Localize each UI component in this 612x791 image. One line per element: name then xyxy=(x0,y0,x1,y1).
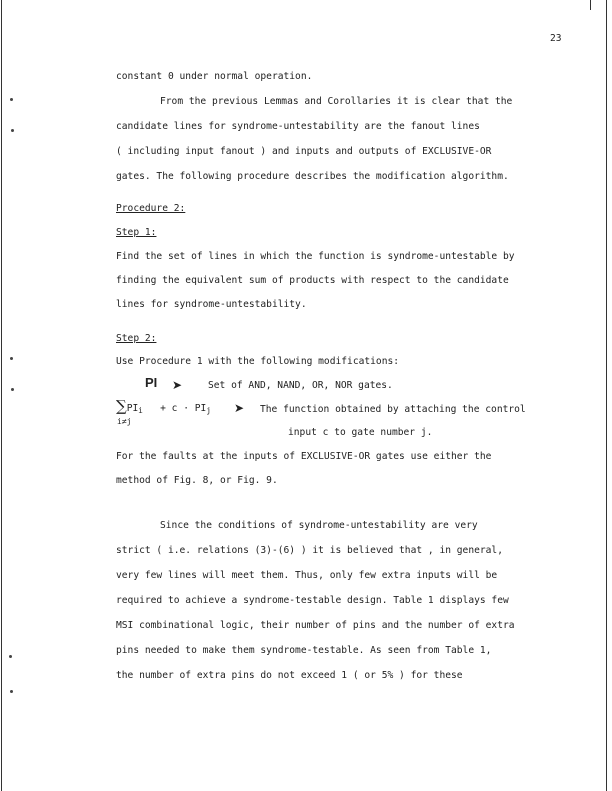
scan-speck xyxy=(9,655,12,658)
text-line: Find the set of lines in which the function is syndrome-untestable by xyxy=(116,251,515,262)
text-line: the number of extra pins do not exceed 1 ( or 5% ) for these xyxy=(116,670,463,681)
text-line: Use Procedure 1 with the following modifications: xyxy=(116,356,400,367)
step-1-heading: Step 1: xyxy=(116,227,157,238)
pi-symbol: PI xyxy=(145,375,158,390)
text-line: required to achieve a syndrome-testable design. Table 1 displays few xyxy=(116,595,509,606)
scan-speck xyxy=(11,388,14,391)
text-line: gates. The following procedure describes the modification algorithm. xyxy=(116,171,509,182)
procedure-heading: Procedure 2: xyxy=(116,203,186,214)
pi-description: Set of AND, NAND, OR, NOR gates. xyxy=(208,380,393,391)
text-line: MSI combinational logic, their number of pins and the number of extra xyxy=(116,620,515,631)
step-2-heading: Step 2: xyxy=(116,333,157,344)
scan-speck xyxy=(10,690,13,693)
scan-speck xyxy=(10,98,13,101)
text-line: very few lines will meet them. Thus, only few extra inputs will be xyxy=(116,570,498,581)
top-edge-mark xyxy=(590,0,591,10)
subscript-j: j xyxy=(206,406,211,415)
sum-formula xyxy=(116,397,211,417)
pi-term: PI xyxy=(126,403,139,414)
function-description: The function obtained by attaching the control xyxy=(260,404,526,415)
subscript-i: i xyxy=(138,406,143,415)
text-line: ( including input fanout ) and inputs and outputs of EXCLUSIVE-OR xyxy=(116,146,492,157)
text-line: For the faults at the inputs of EXCLUSIVE-OR gates use either the xyxy=(116,451,492,462)
right-page-edge xyxy=(606,0,607,791)
text-line: pins needed to make them syndrome-testable. As seen from Table 1, xyxy=(116,645,492,656)
text-line: lines for syndrome-untestability. xyxy=(116,299,307,310)
text-line: strict ( i.e. relations (3)-(6) ) it is believed that , in general, xyxy=(116,545,503,556)
sigma-symbol: ∑ xyxy=(116,397,127,415)
left-page-edge xyxy=(1,0,2,791)
arrow-icon: ➤ xyxy=(234,401,245,415)
text-line: method of Fig. 8, or Fig. 9. xyxy=(116,475,278,486)
scan-speck xyxy=(10,357,13,360)
text-line: From the previous Lemmas and Corollaries it is clear that the xyxy=(160,96,513,107)
page-number: 23 xyxy=(550,33,562,44)
text-line: Since the conditions of syndrome-untestability are very xyxy=(160,520,478,531)
scan-speck xyxy=(11,129,14,132)
text-line: constant 0 under normal operation. xyxy=(116,71,313,82)
function-description: input c to gate number j. xyxy=(288,427,433,438)
control-term: + c · PI xyxy=(160,403,207,414)
text-line: candidate lines for syndrome-untestability are the fanout lines xyxy=(116,121,480,132)
arrow-icon: ➤ xyxy=(172,378,183,392)
text-line: finding the equivalent sum of products with respect to the candidate xyxy=(116,275,509,286)
sum-index: i≠j xyxy=(117,417,132,426)
